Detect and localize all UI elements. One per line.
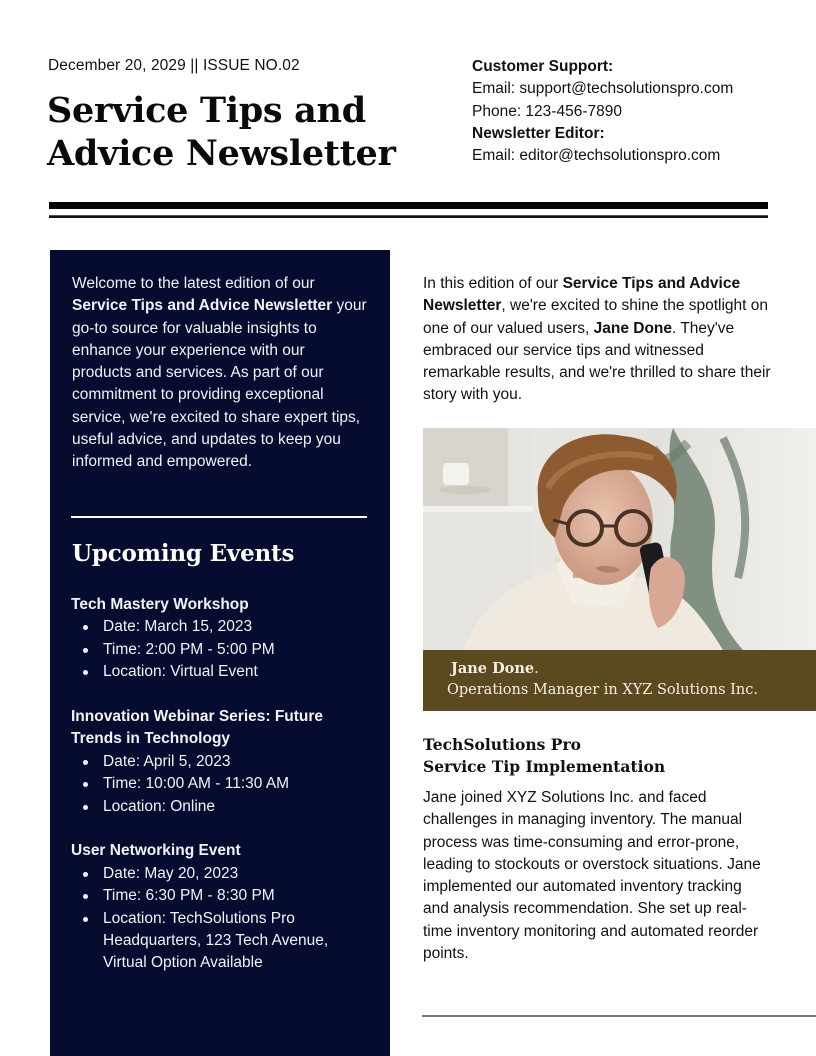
event-detail: Date: March 15, 2023	[103, 616, 371, 638]
event-detail: Location: Virtual Event	[103, 661, 371, 683]
intro-newsletter-name: Service Tips and Advice Newsletter	[72, 297, 333, 315]
event-detail: Date: May 20, 2023	[103, 863, 371, 885]
sidebar-panel	[50, 250, 390, 1056]
newsletter-title: Service Tips and Advice Newsletter	[47, 90, 396, 174]
issue-separator: ||	[190, 57, 199, 74]
story-title: TechSolutions Pro Service Tip Implementation	[423, 735, 666, 776]
event-item	[71, 594, 371, 684]
caption-name: Jane Done	[451, 660, 535, 677]
issue-number: ISSUE NO.02	[202, 57, 300, 74]
events-list	[71, 594, 371, 997]
editor-email: Email: editor@techsolutionspro.com	[472, 147, 721, 165]
event-item	[71, 706, 371, 818]
event-detail: Date: April 5, 2023	[103, 751, 371, 773]
caption-role: Operations Manager in XYZ Solutions Inc.	[447, 682, 758, 698]
editor-label: Newsletter Editor:	[472, 124, 605, 142]
event-detail: Location: TechSolutions Pro Headquarters, 123 Tech Avenue, Virtual Option Available	[103, 908, 371, 975]
event-detail: Time: 10:00 AM - 11:30 AM	[103, 773, 371, 795]
header-rule-thick	[49, 202, 768, 209]
lead-paragraph: In this edition of our Service Tips and Advice Newsletter, we're excited to shine the spotlight on one of our valued users, Jane Done. They've embraced our service tips and witnessed remarkable results, and we're thrilled to share their story with you.	[423, 275, 771, 404]
event-detail: Location: Online	[103, 796, 371, 818]
photo-caption: Jane Done. Operations Manager in XYZ Solutions Inc.	[423, 650, 816, 711]
event-item	[71, 840, 371, 974]
featured-user-name: Jane Done	[593, 319, 672, 337]
event-detail: Time: 6:30 PM - 8:30 PM	[103, 885, 371, 907]
issue-line	[48, 57, 300, 75]
support-label: Customer Support:	[472, 58, 614, 75]
events-heading: Upcoming Events	[72, 540, 295, 567]
event-detail: Time: 2:00 PM - 5:00 PM	[103, 639, 371, 661]
event-name: User Networking Event	[71, 842, 241, 860]
support-phone: Phone: 123-456-7890	[472, 102, 622, 120]
event-name: Innovation Webinar Series: Future Trends in Technology	[71, 708, 324, 748]
story-divider	[422, 1015, 816, 1017]
intro-text: Welcome to the latest edition of our Service Tips and Advice Newsletter your go-to source for valuable insights to enhance your experience with our products and services. As part of our commitment to providing exceptional service, we're excited to share expert tips, useful advice, and updates to keep you informed and empowered.	[72, 275, 367, 471]
sidebar-divider	[71, 516, 367, 518]
issue-date: December 20, 2029	[48, 57, 186, 74]
header-rule-thin	[49, 215, 768, 218]
story-body: Jane joined XYZ Solutions Inc. and faced challenges in managing inventory. The manual process was time-consuming and error-prone, leading to stockouts or overstock situations. Jane implemented our automated inventory tracking and analysis recommendation. She set up real-time inventory monitoring and automated reorder points.	[423, 789, 761, 963]
featured-photo	[423, 428, 816, 650]
support-email: Email: support@techsolutionspro.com	[472, 80, 734, 98]
event-name: Tech Mastery Workshop	[71, 596, 249, 613]
contact-block	[472, 56, 733, 167]
